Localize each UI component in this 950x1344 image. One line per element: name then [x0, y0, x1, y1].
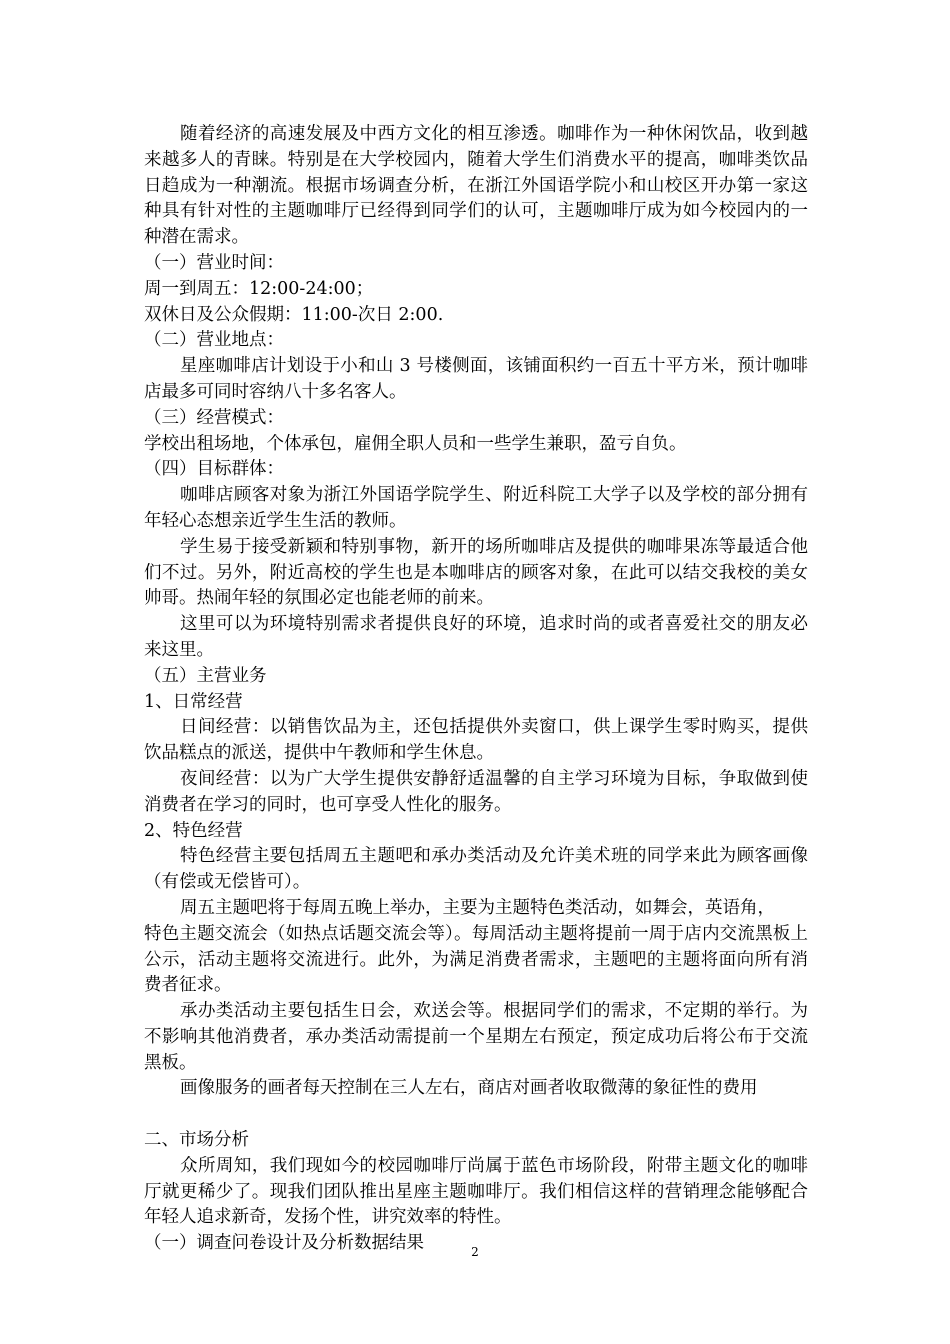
business-model-paragraph: 学校出租场地，个体承包，雇佣全职人员和一些学生兼职，盈亏自负。 — [144, 433, 687, 454]
target-group-paragraph-3: 这里可以为环境特别需求者提供良好的环境，追求时尚的或者喜爱社交的朋友必来这里。 — [144, 614, 808, 660]
section-heading-main-business: （五）主营业务 — [144, 665, 267, 686]
nighttime-operation-paragraph: 夜间经营：以为广大学生提供安静舒适温馨的自主学习环境为目标，争取做到使消费者在学习的同时，也可享受人性化的服务。 — [144, 768, 808, 815]
market-analysis-paragraph: 众所周知，我们现如今的校园咖啡厅尚属于蓝色市场阶段，附带主题文化的咖啡厅就更稀少了。现我们团队推出星座主题咖啡厅。我们相信这样的营销理念能够配合年轻人追求新奇，发扬个性，讲究效率的特性。 — [144, 1155, 808, 1228]
subheading-daily-operation: 1、日常经营 — [144, 691, 243, 712]
special-operation-paragraph: 特色经营主要包括周五主题吧和承办类活动及允许美术班的同学来此为顾客画像（有偿或无偿皆可）。 — [144, 846, 808, 893]
subheading-special-operation: 2、特色经营 — [144, 820, 243, 841]
location-paragraph: 星座咖啡店计划设于小和山 3 号楼侧面，该铺面积约一百五十平方米，预计咖啡店最多可同时容纳八十多名客人。 — [144, 356, 808, 402]
portrait-service-paragraph: 画像服务的画者每天控制在三人左右，商店对画者收取微薄的象征性的费用 — [180, 1078, 758, 1099]
target-group-paragraph-2: 学生易于接受新颖和特别事物，新开的场所咖啡店及提供的咖啡果冻等最适合他们不过。另外，附近高校的学生也是本咖啡店的顾客对象，在此可以结交我校的美女帅哥。热闹年轻的氛围必定也能老师的前来。 — [144, 536, 808, 609]
target-group-paragraph-1: 咖啡店顾客对象为浙江外国语学院学生、附近科院工大学子以及学校的部分拥有年轻心态想亲近学生生活的教师。 — [144, 485, 808, 531]
friday-theme-continuation: 特色主题交流会（如热点话题交流会等）。每周活动主题将提前一周于店内交流黑板上公示，活动主题将交流进行。此外，为满足消费者需求，主题吧的主题将面向所有消费者征求。 — [144, 923, 808, 996]
intro-paragraph: 随着经济的高速发展及中西方文化的相互渗透。咖啡作为一种休闲饮品，收到越来越多人的青睐。特别是在大学校园内，随着大学生们消费水平的提高，咖啡类饮品日趋成为一种潮流。根据市场调查分析，在浙江外国语学院小和山校区开办第一家这种具有针对性的主题咖啡厅已经得到同学们的认可，主题咖啡厅成为如今校园内的一种潜在需求。 — [144, 124, 808, 248]
section-heading-business-hours: （一）营业时间： — [144, 252, 284, 273]
section-heading-survey: （一）调查问卷设计及分析数据结果 — [144, 1233, 424, 1254]
section-heading-location: （二）营业地点： — [144, 330, 284, 351]
weekend-hours: 双休日及公众假期：11:00-次日 2:00. — [144, 304, 444, 325]
page-number: 2 — [471, 1245, 479, 1259]
weekday-hours: 周一到周五：12:00-24:00； — [144, 278, 374, 299]
daytime-operation-paragraph: 日间经营：以销售饮品为主，还包括提供外卖窗口，供上课学生零时购买，提供饮品糕点的派送，提供中午教师和学生休息。 — [144, 717, 808, 764]
friday-theme-paragraph: 周五主题吧将于每周五晚上举办，主要为主题特色类活动，如舞会，英语角， — [180, 897, 775, 918]
hosted-events-paragraph: 承办类活动主要包括生日会，欢送会等。根据同学们的需求，不定期的举行。为不影响其他消费者，承办类活动需提前一个星期左右预定，预定成功后将公布于交流黑板。 — [144, 1001, 808, 1073]
blank-line — [144, 1102, 808, 1128]
section-heading-market-analysis: 二、市场分析 — [144, 1130, 249, 1151]
section-heading-target-group: （四）目标群体： — [144, 459, 284, 480]
section-heading-business-model: （三）经营模式： — [144, 407, 284, 428]
document-body — [144, 122, 808, 1257]
